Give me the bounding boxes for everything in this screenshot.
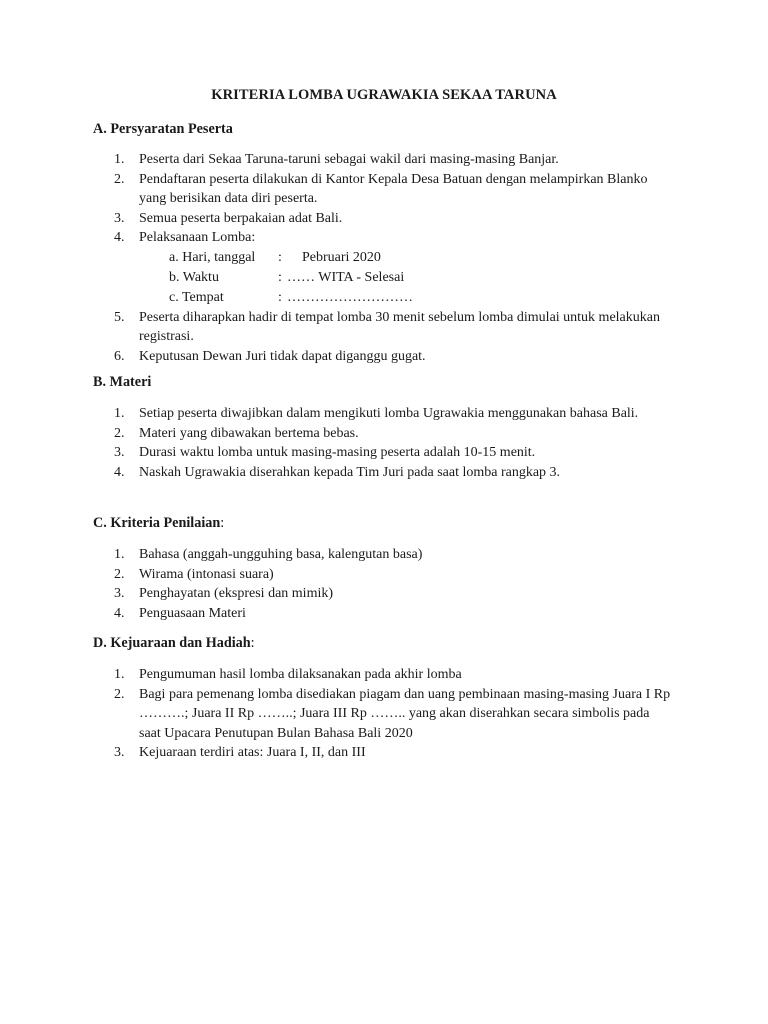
- schedule-label: b. Waktu: [169, 269, 219, 285]
- section-d-heading-colon: :: [250, 635, 255, 651]
- item-text: Semua peserta berpakaian adat Bali.: [139, 210, 343, 226]
- section-c-list: [0, 545, 768, 623]
- list-item: [0, 170, 674, 209]
- schedule-value: Pebruari 2020: [302, 249, 381, 265]
- list-item: [0, 463, 674, 483]
- list-item: [0, 347, 674, 367]
- item-text: Bahasa (anggah-ungguhing basa, kalengutan basa): [139, 547, 423, 562]
- list-item: [0, 604, 674, 624]
- list-item: [0, 565, 674, 585]
- section-c-heading: [93, 514, 224, 534]
- schedule-label: c. Tempat: [169, 289, 224, 305]
- item-number: 1.: [114, 547, 125, 562]
- section-d-list: [0, 665, 768, 763]
- section-b-heading-text: B. Materi: [93, 374, 152, 390]
- item-number: 4.: [114, 464, 125, 480]
- list-item: [0, 545, 674, 565]
- item-text: Pelaksanaan Lomba:: [139, 230, 256, 245]
- item-number: 2.: [114, 171, 125, 187]
- item-number: 4.: [114, 605, 125, 621]
- schedule-colon: :: [278, 289, 282, 305]
- section-d-heading: [93, 634, 255, 654]
- section-c-heading-text: C. Kriteria Penilaian: [93, 515, 221, 531]
- section-d-heading-text: D. Kejuaraan dan Hadiah: [93, 635, 251, 651]
- item-text: Penguasaan Materi: [139, 605, 246, 621]
- item-text: Kejuaraan terdiri atas: Juara I, II, dan III: [139, 745, 366, 760]
- list-item: [0, 743, 674, 763]
- item-number: 2.: [114, 686, 125, 702]
- item-text: Penghayatan (ekspresi dan mimik): [139, 586, 334, 601]
- list-item: [0, 150, 674, 170]
- item-text: Keputusan Dewan Juri tidak dapat diganggu gugat.: [139, 348, 426, 364]
- item-text: Peserta dari Sekaa Taruna-taruni sebagai wakil dari masing-masing Banjar.: [139, 152, 559, 167]
- item-text: Setiap peserta diwajibkan dalam mengikuti lomba Ugrawakia menggunakan bahasa Bali.: [139, 406, 639, 421]
- section-b-heading: [93, 373, 151, 393]
- item-text: Pendaftaran peserta dilakukan di Kantor Kepala Desa Batuan dengan melampirkan Blanko yang berisikan data diri peserta.: [139, 171, 648, 206]
- list-item: [0, 665, 674, 685]
- list-item: [0, 685, 674, 744]
- item-number: 2.: [114, 566, 125, 582]
- item-text: Naskah Ugrawakia diserahkan kepada Tim Juri pada saat lomba rangkap 3.: [139, 464, 561, 480]
- item-text: Durasi waktu lomba untuk masing-masing peserta adalah 10-15 menit.: [139, 445, 536, 460]
- list-item: [0, 584, 674, 604]
- item-text: Bagi para pemenang lomba disediakan piagam dan uang pembinaan masing-masing Juara I Rp ……….; Juara II Rp ……..; Juara III Rp …….. yang akan diserahkan secara simbolis pada saat Upacara Penutupan Bulan Bahasa Bali 2020: [139, 686, 671, 741]
- item-text: Materi yang dibawakan bertema bebas.: [139, 425, 359, 441]
- schedule-value: ………………………: [287, 289, 413, 305]
- item-number: 3.: [114, 745, 125, 760]
- list-item: [0, 404, 674, 424]
- list-item: [0, 209, 674, 229]
- item-number: 2.: [114, 425, 125, 441]
- item-number: 4.: [114, 230, 125, 245]
- section-c-heading-colon: :: [220, 515, 225, 531]
- schedule-row-date: [0, 248, 768, 268]
- list-item: [0, 424, 674, 444]
- schedule-row-time: [0, 268, 768, 288]
- list-item: [0, 443, 674, 463]
- schedule-label: a. Hari, tanggal: [169, 249, 256, 265]
- list-item: [0, 228, 674, 248]
- section-a-heading: [93, 120, 233, 140]
- document-title: KRITERIA LOMBA UGRAWAKIA SEKAA TARUNA: [211, 87, 557, 103]
- item-number: 1.: [114, 152, 125, 167]
- item-number: 6.: [114, 348, 125, 364]
- item-number: 3.: [114, 445, 125, 460]
- item-number: 1.: [114, 406, 125, 421]
- section-a-heading-text: A. Persyaratan Peserta: [93, 121, 233, 137]
- item-text: Peserta diharapkan hadir di tempat lomba 30 menit sebelum lomba dimulai untuk melakukan registrasi.: [139, 309, 660, 344]
- item-number: 5.: [114, 309, 125, 325]
- schedule-value: …… WITA - Selesai: [287, 269, 405, 285]
- schedule-colon: :: [278, 269, 282, 285]
- item-text: Pengumuman hasil lomba dilaksanakan pada akhir lomba: [139, 667, 462, 682]
- item-number: 1.: [114, 667, 125, 682]
- section-a-list: [0, 150, 768, 366]
- item-number: 3.: [114, 586, 125, 601]
- section-b-list: [0, 404, 768, 482]
- list-item: [0, 308, 674, 347]
- item-text: Wirama (intonasi suara): [139, 566, 274, 582]
- schedule-colon: :: [278, 249, 282, 265]
- schedule-row-place: [0, 288, 768, 308]
- item-number: 3.: [114, 210, 125, 226]
